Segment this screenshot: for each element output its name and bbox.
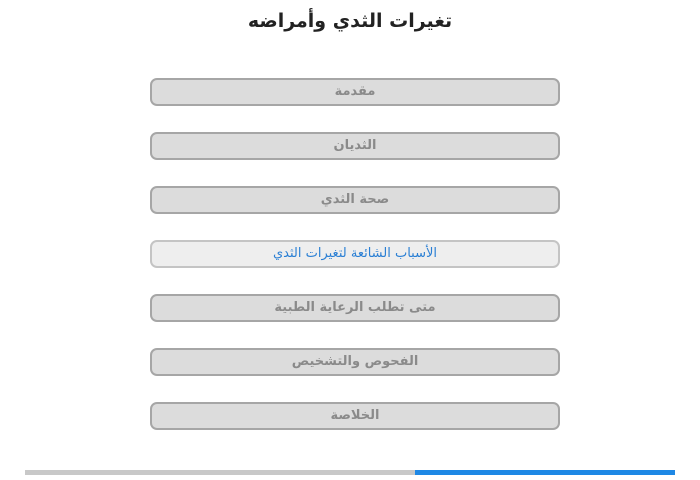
menu-item-common-causes[interactable]: الأسباب الشائعة لتغيرات الثدي — [150, 240, 560, 268]
chapter-menu — [150, 78, 560, 456]
menu-item-breasts[interactable]: الثديان — [150, 132, 560, 160]
menu-item-breast-health[interactable]: صحة الثدي — [150, 186, 560, 214]
page-title: تغيرات الثدي وأمراضه — [247, 10, 453, 32]
menu-item-summary[interactable]: الخلاصة — [150, 402, 560, 430]
menu-item-tests-diagnosis[interactable]: الفحوص والتشخيص — [150, 348, 560, 376]
menu-item-when-to-seek-care[interactable]: متى تطلب الرعاية الطبية — [150, 294, 560, 322]
progress-bar-fill — [415, 470, 675, 475]
progress-bar — [25, 470, 675, 475]
menu-item-introduction[interactable]: مقدمة — [150, 78, 560, 106]
